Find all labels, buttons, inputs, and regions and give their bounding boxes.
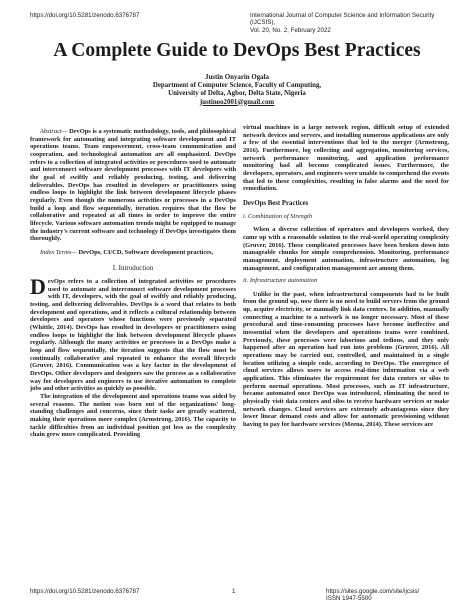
footer-site-link[interactable]: https://sites.google.com/site/ijcsis/ — [326, 588, 420, 595]
subheading-combination-of-strength: i. Combination of Strength — [243, 212, 313, 220]
right-paragraph-continued: virtual machines in a large network region, difficult setup of extended network devices and servers, and installing numerous applications are only a few of the essential interventions that led to the merger (Armstrong, 2016). Furthermore, log collecting and aggregation, monitoring services, network performance monitoring, and application performance monitoring had all become complicated issues. Furthermore, the developers, operators, and engineers were unable to comprehend the events that led to these complexities, resulting in false alarms and the need for remediation. — [243, 124, 449, 193]
abstract — [30, 128, 236, 243]
paragraph-combination-of-strength: When a diverse collection of operators and developers worked, they came up with a reasonable solution to the real-world operating complexity (Gruver, 2016). These complicated processes have been broken down into manageable chunks for simple comprehension. Monitoring, performance management, deployment automation, infrastructure automation, log management, and configuration management are among them. — [243, 226, 449, 272]
header-doi-link[interactable]: https://doi.org/10.5281/zenodo.6376787 — [30, 12, 140, 19]
footer-journal-info — [326, 588, 419, 603]
abstract-text: DevOps is a systematic methodology, tools, and philosophical framework for automating and integrating software development and IT operations teams. Team empowerment, cross-team communication and cooperation, and technological automation are all emphasized. DevOps refers to a collection of integrated activities or procedures used to automate and interconnect software development processes with IT developers with the goal of swiftly and reliably producing, testing, and delivering deliverables. DevOps has resulted in developers or practitioners using endless loops to highlight the link between development lifecycle phases regularly. Even though the numerous activities or processes in a DevOps build a loop and flow sequentially, iteration requires that the flow be collaborative and repeated at all times in order to improve the entire lifecycle. Various software automation trends might be equipped to manage the industry's current software and technology if DevOps investigates them thoroughly. — [30, 128, 236, 243]
left-column — [30, 128, 236, 439]
section-heading-introduction: I. Introduction — [112, 263, 154, 272]
author-block — [0, 74, 474, 107]
author-name: Justin Onyarin Ogala — [205, 74, 269, 81]
footer-doi-link[interactable]: https://doi.org/10.5281/zenodo.6376787 — [30, 588, 140, 595]
footer-page-number: 1 — [232, 588, 236, 595]
index-terms-text: DevOps, CI/CD, Software development practices, — [76, 248, 214, 256]
header-journal-info — [250, 12, 450, 34]
header-volume: Vol. 20, No. 2, February 2022 — [250, 26, 331, 34]
footer-issn: ISSN 1947-5500 — [326, 595, 372, 603]
author-email-link[interactable]: justinoo2001@gmail.com — [199, 98, 275, 106]
index-terms-label: Index Terms— — [40, 248, 77, 256]
right-column — [243, 124, 449, 429]
intro-paragraph-2: The integration of the development and operations teams was aided by several reasons. The notion was born out of the organizations' long-standing challenges and concerns, since their tasks are greatly scattered, making their operations more complex (Armstrong, 2016). The capacity to tackle difficulties from an individual position got less as the complexity chain grew more complicated. Providing — [30, 393, 236, 439]
index-terms — [30, 249, 236, 257]
drop-cap: D — [30, 274, 46, 300]
abstract-label: Abstract— — [40, 128, 68, 135]
paragraph-infrastructure-automation: Unlike in the past, when infrastructural components had to be built from the ground up, now there is no need to build servers from the ground up, acquire electricity, or manually link data centers. In addition, manually connecting a machine to a network is no longer necessary. Most of these procedural and time-consuming processes have become ineffective and inessential when the developers and operations teams were combined. Previously, these processes were laborious and tedious, and they only happened after an operation had run into problems (Gruver, 2016). All operations may be carried out, controlled, and maintained in a single location utilizing a simple code, according to DevOps. The emergence of cloud services allows users to access real-time information via a web application. This eliminates the requirement for data centers or silos to perform normal operations. Most processes, such as IT infrastructure, became automated once DevOps was introduced, eliminating the need to physically visit data centers and silos to receive hardware services or make network changes. Cloud services are extremely advantageous since they lower linear demand costs and allow for automatic provisioning without having to pay for hardware services (Meena, 2014). These services are — [243, 290, 449, 428]
author-department: Department of Computer Science, Faculty of Computing, — [152, 82, 322, 90]
section-heading-best-practices: DevOps Best Practices — [243, 199, 309, 207]
author-university: University of Delta, Agbor, Delta State, Nigeria — [168, 90, 306, 98]
intro-paragraph-1-text: evOps refers to a collection of integrated activities or procedures used to automate and interconnect software development processes with IT, developers, with the goal of swiftly and reliably producing, testing, and delivering deliverables. DevOps is a word that relates to both development and operations, and it reflects a cultural relationship between developers and operators whose functions were previously separated (Whittle, 2014). DevOps has resulted in developers or practitioners using endless loops to highlight the link between development lifecycle phases regularly. Although the many activities or processes in a DevOps make a loop and flow sequentially, the iteration suggests that the flow must be continually collaborative and repeated to enhance the overall lifecycle (Gruver, 2016). Communication was a key factor in the development of DevOps. Other developers and designers saw the process as a collaborative way for developers and engineers to use iterative automation to complete jobs and other activities as quickly as possible. — [30, 278, 236, 393]
header-journal-name: International Journal of Computer Science and Information Security (IJCSIS), — [250, 12, 435, 27]
paper-title: A Complete Guide to DevOps Best Practices — [53, 40, 421, 61]
subheading-infrastructure-automation: ii. Infrastructure automation — [243, 277, 318, 285]
intro-paragraph-1 — [30, 274, 236, 393]
